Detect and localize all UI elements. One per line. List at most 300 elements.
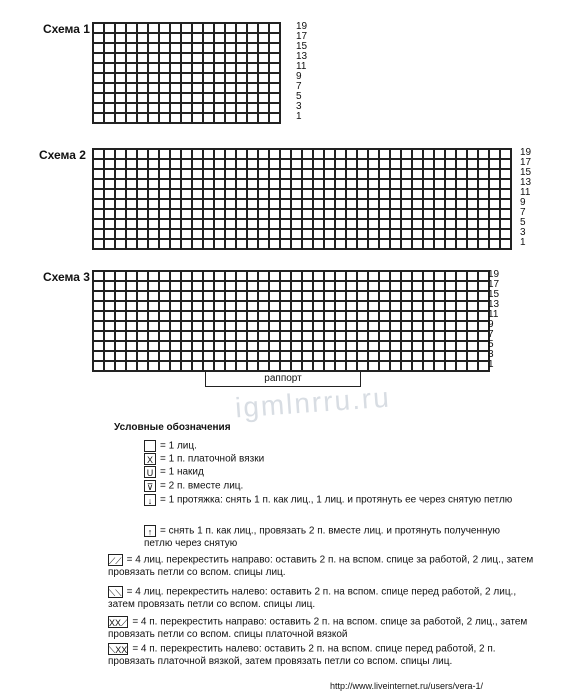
chart-cell <box>159 321 170 331</box>
chart-cell <box>170 271 181 281</box>
chart-cell <box>258 149 269 159</box>
chart-cell <box>148 33 159 43</box>
chart-cell <box>126 301 137 311</box>
chart-cell <box>170 159 181 169</box>
chart-cell <box>93 83 104 93</box>
chart-cell <box>302 351 313 361</box>
chart-cell <box>236 199 247 209</box>
chart-cell <box>258 73 269 83</box>
chart-cell <box>148 229 159 239</box>
chart-cell <box>159 93 170 103</box>
chart-cell <box>93 199 104 209</box>
chart-cell <box>313 351 324 361</box>
chart-cell <box>137 301 148 311</box>
chart-cell <box>126 219 137 229</box>
row-number: 9 <box>520 197 526 208</box>
chart-cell <box>291 189 302 199</box>
chart-cell <box>357 291 368 301</box>
chart-cell <box>104 341 115 351</box>
chart-cell <box>489 209 500 219</box>
chart-cell <box>148 103 159 113</box>
chart-cell <box>258 53 269 63</box>
chart-cell <box>313 321 324 331</box>
chart-cell <box>192 179 203 189</box>
chart-cell <box>456 361 467 371</box>
chart-cell <box>313 361 324 371</box>
chart-cell <box>423 351 434 361</box>
chart-cell <box>291 291 302 301</box>
row-number: 7 <box>520 207 526 218</box>
chart-cell <box>159 229 170 239</box>
chart-cell <box>368 291 379 301</box>
chart-cell <box>302 291 313 301</box>
chart-cell <box>280 311 291 321</box>
chart-cell <box>236 159 247 169</box>
chart-cell <box>247 291 258 301</box>
chart-cell <box>236 33 247 43</box>
chart-cell <box>236 311 247 321</box>
chart-cell <box>236 179 247 189</box>
chart-cell <box>335 271 346 281</box>
chart-cell <box>214 33 225 43</box>
chart-cell <box>159 33 170 43</box>
chart-cell <box>269 149 280 159</box>
chart-cell <box>302 189 313 199</box>
chart-cell <box>181 73 192 83</box>
chart-cell <box>247 209 258 219</box>
chart-cell <box>181 209 192 219</box>
chart-cell <box>324 351 335 361</box>
chart-cell <box>467 321 478 331</box>
chart-cell <box>445 219 456 229</box>
chart-cell <box>181 93 192 103</box>
chart-cell <box>126 63 137 73</box>
row-number: 19 <box>520 147 532 158</box>
chart-cell <box>104 199 115 209</box>
chart-cell <box>93 149 104 159</box>
chart-cell <box>489 159 500 169</box>
chart-cell <box>247 189 258 199</box>
chart-cell <box>357 331 368 341</box>
chart-cell <box>148 331 159 341</box>
chart-cell <box>148 199 159 209</box>
chart-cell <box>115 93 126 103</box>
legend-item <box>108 554 538 579</box>
chart-cell <box>93 341 104 351</box>
row-number: 7 <box>296 81 302 92</box>
chart-cell <box>214 281 225 291</box>
chart-cell <box>236 73 247 83</box>
chart-cell <box>500 209 511 219</box>
chart-cell <box>181 311 192 321</box>
chart-cell <box>203 321 214 331</box>
chart-cell <box>236 43 247 53</box>
row-number: 19 <box>488 269 500 280</box>
row-number: 9 <box>296 71 302 82</box>
chart-cell <box>225 341 236 351</box>
chart-cell <box>170 291 181 301</box>
chart-cell <box>104 103 115 113</box>
chart-cell <box>467 271 478 281</box>
chart-cell <box>104 93 115 103</box>
chart-cell <box>280 199 291 209</box>
chart-cell <box>500 189 511 199</box>
rapport-bracket: раппорт <box>205 372 361 387</box>
chart-cell <box>225 239 236 249</box>
chart-cell <box>225 179 236 189</box>
chart-cell <box>379 149 390 159</box>
chart-cell <box>500 219 511 229</box>
chart-cell <box>390 179 401 189</box>
chart-cell <box>203 179 214 189</box>
chart-cell <box>126 331 137 341</box>
chart-cell <box>324 179 335 189</box>
chart-cell <box>412 229 423 239</box>
chart-cell <box>192 73 203 83</box>
scheme-2-row-numbers <box>520 148 531 248</box>
chart-cell <box>401 179 412 189</box>
chart-cell <box>357 169 368 179</box>
chart-cell <box>456 189 467 199</box>
chart-cell <box>291 351 302 361</box>
chart-cell <box>313 239 324 249</box>
chart-cell <box>247 63 258 73</box>
chart-cell <box>335 159 346 169</box>
chart-cell <box>280 209 291 219</box>
chart-cell <box>258 169 269 179</box>
chart-cell <box>247 149 258 159</box>
row-number: 15 <box>488 289 500 300</box>
chart-cell <box>357 301 368 311</box>
row-number: 15 <box>296 41 308 52</box>
legend-symbol-icon: ⟍⟍ <box>109 588 122 598</box>
chart-cell <box>115 43 126 53</box>
chart-cell <box>137 83 148 93</box>
chart-cell <box>467 341 478 351</box>
chart-cell <box>159 281 170 291</box>
chart-cell <box>104 219 115 229</box>
chart-cell <box>478 159 489 169</box>
chart-cell <box>159 73 170 83</box>
chart-cell <box>247 341 258 351</box>
legend-title: Условные обозначения <box>114 422 231 433</box>
chart-cell <box>115 271 126 281</box>
chart-cell <box>489 229 500 239</box>
chart-cell <box>390 291 401 301</box>
chart-cell <box>170 63 181 73</box>
chart-cell <box>269 159 280 169</box>
chart-cell <box>467 179 478 189</box>
chart-cell <box>291 239 302 249</box>
chart-cell <box>280 239 291 249</box>
chart-cell <box>93 169 104 179</box>
chart-cell <box>368 159 379 169</box>
chart-cell <box>192 301 203 311</box>
chart-cell <box>115 179 126 189</box>
chart-cell <box>379 341 390 351</box>
chart-cell <box>467 189 478 199</box>
chart-cell <box>445 311 456 321</box>
row-number: 5 <box>296 91 302 102</box>
chart-cell <box>467 149 478 159</box>
chart-cell <box>126 159 137 169</box>
chart-cell <box>225 229 236 239</box>
chart-cell <box>236 321 247 331</box>
chart-cell <box>236 209 247 219</box>
chart-cell <box>148 83 159 93</box>
chart-cell <box>137 361 148 371</box>
chart-cell <box>115 311 126 321</box>
chart-cell <box>423 149 434 159</box>
chart-cell <box>291 311 302 321</box>
chart-cell <box>126 113 137 123</box>
chart-cell <box>225 93 236 103</box>
chart-cell <box>214 361 225 371</box>
chart-cell <box>104 361 115 371</box>
chart-cell <box>423 331 434 341</box>
legend-symbol-icon <box>144 440 156 452</box>
chart-cell <box>434 361 445 371</box>
chart-cell <box>412 239 423 249</box>
chart-cell <box>434 321 445 331</box>
chart-cell <box>214 219 225 229</box>
chart-cell <box>159 83 170 93</box>
chart-cell <box>159 43 170 53</box>
chart-cell <box>456 321 467 331</box>
chart-cell <box>390 159 401 169</box>
chart-cell <box>324 271 335 281</box>
chart-cell <box>192 33 203 43</box>
chart-cell <box>346 271 357 281</box>
chart-cell <box>500 239 511 249</box>
chart-cell <box>104 53 115 63</box>
chart-cell <box>401 281 412 291</box>
chart-cell <box>236 189 247 199</box>
chart-cell <box>170 189 181 199</box>
chart-cell <box>181 271 192 281</box>
chart-cell <box>269 301 280 311</box>
chart-cell <box>214 83 225 93</box>
chart-cell <box>203 199 214 209</box>
chart-cell <box>181 331 192 341</box>
chart-cell <box>247 301 258 311</box>
chart-cell <box>335 301 346 311</box>
chart-cell <box>379 271 390 281</box>
chart-cell <box>434 229 445 239</box>
chart-cell <box>115 341 126 351</box>
chart-cell <box>104 149 115 159</box>
chart-cell <box>203 149 214 159</box>
chart-cell <box>434 311 445 321</box>
chart-cell <box>159 53 170 63</box>
chart-cell <box>434 239 445 249</box>
chart-cell <box>313 219 324 229</box>
chart-cell <box>225 301 236 311</box>
row-number: 17 <box>296 31 308 42</box>
chart-cell <box>192 159 203 169</box>
chart-cell <box>379 179 390 189</box>
chart-cell <box>236 63 247 73</box>
chart-cell <box>258 83 269 93</box>
chart-cell <box>269 93 280 103</box>
chart-cell <box>368 209 379 219</box>
chart-cell <box>313 271 324 281</box>
legend-symbol-icon: XX⟋ <box>109 618 128 628</box>
row-number: 3 <box>488 349 494 360</box>
chart-cell <box>126 229 137 239</box>
chart-cell <box>203 23 214 33</box>
chart-cell <box>368 169 379 179</box>
chart-cell <box>291 321 302 331</box>
chart-cell <box>126 341 137 351</box>
chart-cell <box>302 281 313 291</box>
chart-cell <box>445 291 456 301</box>
chart-cell <box>423 199 434 209</box>
chart-cell <box>93 103 104 113</box>
row-number: 11 <box>520 187 531 198</box>
chart-cell <box>93 53 104 63</box>
chart-cell <box>368 179 379 189</box>
chart-cell <box>247 53 258 63</box>
chart-cell <box>137 169 148 179</box>
chart-cell <box>489 189 500 199</box>
chart-cell <box>93 331 104 341</box>
chart-cell <box>302 149 313 159</box>
chart-cell <box>181 219 192 229</box>
chart-cell <box>357 149 368 159</box>
chart-cell <box>170 83 181 93</box>
chart-cell <box>368 281 379 291</box>
chart-cell <box>159 331 170 341</box>
chart-cell <box>148 361 159 371</box>
chart-cell <box>170 301 181 311</box>
chart-cell <box>115 113 126 123</box>
chart-cell <box>170 113 181 123</box>
chart-cell <box>214 93 225 103</box>
chart-cell <box>379 331 390 341</box>
chart-cell <box>236 103 247 113</box>
chart-cell <box>93 63 104 73</box>
chart-cell <box>423 291 434 301</box>
chart-cell <box>247 23 258 33</box>
chart-cell <box>181 361 192 371</box>
chart-cell <box>115 149 126 159</box>
chart-cell <box>258 291 269 301</box>
chart-cell <box>203 209 214 219</box>
chart-cell <box>159 209 170 219</box>
chart-cell <box>225 281 236 291</box>
chart-cell <box>401 301 412 311</box>
chart-cell <box>302 361 313 371</box>
chart-cell <box>137 229 148 239</box>
chart-cell <box>412 219 423 229</box>
legend-item <box>144 466 524 479</box>
chart-cell <box>126 321 137 331</box>
chart-cell <box>148 321 159 331</box>
chart-cell <box>269 239 280 249</box>
chart-cell <box>324 291 335 301</box>
chart-cell <box>115 199 126 209</box>
chart-cell <box>313 291 324 301</box>
chart-cell <box>126 23 137 33</box>
chart-cell <box>401 199 412 209</box>
chart-cell <box>445 239 456 249</box>
chart-cell <box>181 351 192 361</box>
chart-cell <box>181 43 192 53</box>
chart-cell <box>357 341 368 351</box>
chart-cell <box>423 311 434 321</box>
chart-cell <box>302 271 313 281</box>
chart-cell <box>181 149 192 159</box>
chart-cell <box>181 113 192 123</box>
chart-cell <box>148 113 159 123</box>
row-number: 5 <box>520 217 526 228</box>
chart-cell <box>192 229 203 239</box>
chart-cell <box>489 169 500 179</box>
row-number: 17 <box>488 279 500 290</box>
chart-cell <box>148 149 159 159</box>
chart-cell <box>357 239 368 249</box>
chart-cell <box>467 219 478 229</box>
row-number: 13 <box>296 51 308 62</box>
chart-cell <box>126 239 137 249</box>
chart-cell <box>467 209 478 219</box>
chart-cell <box>203 291 214 301</box>
legend-symbol-icon: ↓ <box>144 494 156 506</box>
row-number: 11 <box>488 309 499 320</box>
chart-cell <box>269 189 280 199</box>
chart-cell <box>203 189 214 199</box>
legend-item <box>108 643 538 668</box>
chart-cell <box>269 113 280 123</box>
chart-cell <box>104 33 115 43</box>
chart-cell <box>423 321 434 331</box>
chart-cell <box>390 311 401 321</box>
chart-cell <box>225 23 236 33</box>
chart-cell <box>93 113 104 123</box>
chart-cell <box>225 321 236 331</box>
chart-cell <box>467 229 478 239</box>
chart-cell <box>170 341 181 351</box>
chart-cell <box>258 301 269 311</box>
chart-cell <box>335 229 346 239</box>
chart-cell <box>115 53 126 63</box>
scheme-2-title: Схема 2 <box>39 148 86 162</box>
chart-cell <box>192 189 203 199</box>
chart-cell <box>269 361 280 371</box>
chart-cell <box>137 291 148 301</box>
chart-cell <box>412 281 423 291</box>
chart-cell <box>258 189 269 199</box>
chart-cell <box>203 73 214 83</box>
chart-cell <box>203 113 214 123</box>
chart-cell <box>181 239 192 249</box>
chart-cell <box>137 23 148 33</box>
chart-cell <box>346 169 357 179</box>
chart-cell <box>456 229 467 239</box>
chart-cell <box>247 159 258 169</box>
chart-cell <box>214 43 225 53</box>
chart-cell <box>324 229 335 239</box>
scheme-3-row-numbers <box>488 270 499 370</box>
chart-cell <box>137 113 148 123</box>
chart-cell <box>148 351 159 361</box>
chart-cell <box>203 271 214 281</box>
chart-cell <box>203 33 214 43</box>
chart-cell <box>225 311 236 321</box>
chart-cell <box>456 239 467 249</box>
legend-symbol-icon: U <box>144 466 156 478</box>
